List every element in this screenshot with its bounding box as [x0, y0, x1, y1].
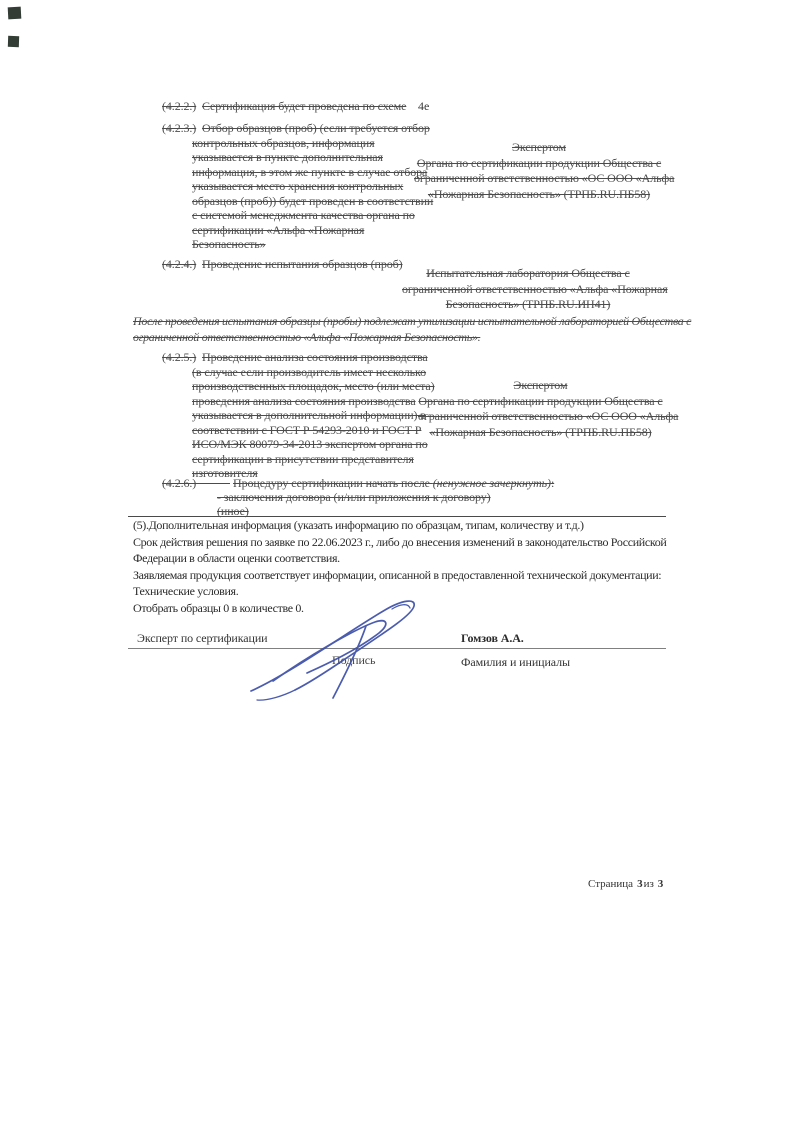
handwritten-signature [245, 597, 440, 702]
scheme-value: 4е [418, 99, 430, 113]
strike-gap [196, 483, 230, 484]
footer-total-pages: 3 [657, 878, 664, 890]
clause-4-2-5 [162, 350, 435, 481]
clause-options: - заключения договора (и/или приложения к договору) (иное) [217, 490, 491, 518]
section-5: (5).Дополнительная информация (указать информацию по образцам, типам, количеству и т.д.) Срок действия решения по заявке по 22.06.2023 г., либо до внесения изменений в законодательство Российской Федерации в области оценки соответствия. Заявляемая продукция соответствует информации, описанной в предоставленной технической документации: Технические условия. Отобрать образцы 0 в количестве 0. [133, 518, 667, 615]
clause-text: Сертификация будет проведена по схеме [202, 99, 407, 113]
note-4-2-4: После проведения испытания образцы (пробы) подлежат утилизации испытательной лабораторией Общества с ограниченной ответственностью «Альфа «Пожарная Безопасность». [133, 314, 692, 344]
clause-4-2-4-right: Испытательная лаборатория Общества с ограниченной ответственностью «Альфа «Пожарная Безопасность» (ТРПБ.RU.ИН41) [402, 266, 668, 311]
signature-name: Гомзов А.А. [461, 631, 524, 645]
clause-number: (4.2.5.) [162, 350, 197, 364]
scan-mark-icon [8, 7, 22, 20]
clause-text: Проведение анализа состояния производства (в случае если производитель имеет несколько производственных площадок, место (или места) проведения анализа состояния производства указывается в дополнительной информации) в соответствии с ГОСТ Р 54293-2010 и ГОСТ Р ИСО/МЭК 80079-34-2013 экспертом органа по сертификации в присутствии представителя изготовителя [192, 350, 435, 480]
clause-number: (4.2.3.) [162, 121, 197, 135]
clause-4-2-3-right: Экспертом Органа по сертификации продукции Общества с ограниченной ответственностью «ОС ООО «Альфа «Пожарная Безопасность» (ТРПБ.RU.ПБ58) [414, 140, 675, 201]
clause-4-2-2 [162, 99, 406, 114]
clause-4-2-3 [162, 121, 433, 252]
clause-italic-note: (ненужное зачеркнуть) [432, 476, 551, 490]
footer-current-page: 3 [637, 878, 643, 890]
scan-mark-icon [8, 36, 19, 47]
clause-4-2-5-right: Экспертом Органа по сертификации продукции Общества с ограниченной ответственностью «ОС ООО «Альфа «Пожарная Безопасность» (ТРПБ.RU.ПБ58) [418, 378, 679, 439]
clause-4-2-6 [162, 476, 554, 518]
clause-number: (4.2.2.) [162, 99, 197, 113]
clause-text: Проведение испытания образцов (проб) [202, 257, 403, 271]
clause-number: (4.2.6.) [162, 476, 197, 490]
footer-word-of: из [643, 878, 654, 890]
clause-text: Процедуру сертификации начать после [233, 476, 433, 490]
clause-text: Отбор образцов (проб) (если требуется отбор контрольных образцов, информация указывается в пункте дополнительная информация, в этом же пункте в случае отбора указывается место хранения контрольных образцов (проб)) будет проведен в соответствии с системой менеджмента качества органа по сертификации «Альфа «Пожарная Безопасность» [192, 121, 434, 251]
clause-4-2-4 [162, 257, 403, 272]
clause-colon: : [550, 476, 555, 490]
clause-number: (4.2.4.) [162, 257, 197, 271]
signature-caption-fio: Фамилия и инициалы [461, 655, 570, 669]
expert-role-label: Эксперт по сертификации [137, 631, 268, 645]
page-footer [588, 878, 664, 890]
signature-caption-podpis: Подпись [332, 653, 376, 667]
footer-word-page: Страница [588, 878, 634, 890]
